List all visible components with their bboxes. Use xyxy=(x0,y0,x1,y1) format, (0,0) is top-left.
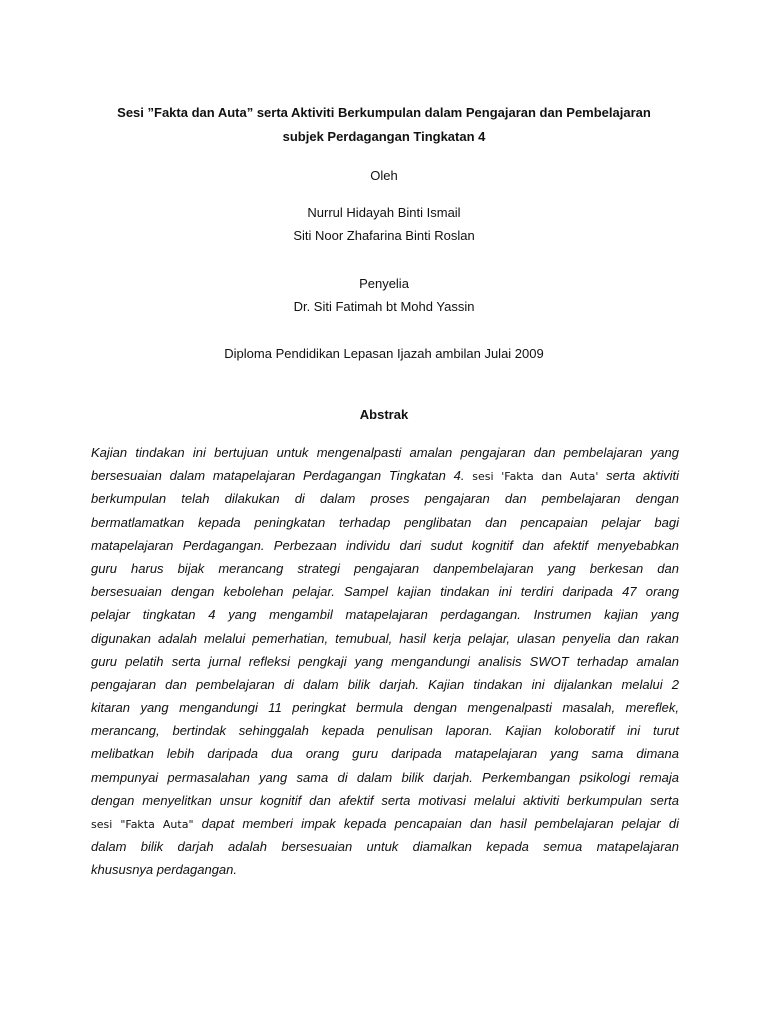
abstract-line: mempunyai permasalahan yang sama di dalam bilik darjah. Perkembangan psikologi remaja xyxy=(91,769,679,785)
abstract-heading: Abstrak xyxy=(359,407,409,422)
program-line: Diploma Pendidikan Lepasan Ijazah ambilan Julai 2009 xyxy=(224,346,544,361)
session-name-inline: sesi "Fakta Auta" xyxy=(91,818,194,831)
abstract-line: guru harus bijak merancang strategi pengajaran danpembelajaran yang berkesan dan xyxy=(91,560,679,576)
abstract-line: matapelajaran Perdagangan. Perbezaan individu dari sudut kognitif dan afektif menyebabkan xyxy=(91,537,679,553)
abstract-line: melibatkan lebih daripada dua orang guru daripada matapelajaran yang sama dimana xyxy=(91,746,679,762)
paper-title-line-2: subjek Perdagangan Tingkatan 4 xyxy=(282,129,486,144)
supervisor-name: Dr. Siti Fatimah bt Mohd Yassin xyxy=(293,299,475,314)
supervisor-label: Penyelia xyxy=(359,276,409,291)
abstract-line: Kajian tindakan ini bertujuan untuk mengenalpasti amalan pengajaran dan pembelajaran yang xyxy=(91,445,679,460)
abstract-line: dalam bilik darjah adalah bersesuaian untuk diamalkan kepada semua matapelajaran xyxy=(91,839,679,855)
abstract-body xyxy=(91,441,679,882)
abstract-line: dengan menyelitkan unsur kognitif dan afektif serta motivasi melalui aktiviti berkumpulan serta xyxy=(91,792,679,808)
author-name: Siti Noor Zhafarina Binti Roslan xyxy=(293,228,475,243)
abstract-line: pengajaran dan pembelajaran di dalam bilik darjah. Kajian tindakan ini dijalankan melalui 2 xyxy=(91,676,679,692)
author-name: Nurrul Hidayah Binti Ismail xyxy=(307,205,461,220)
abstract-line: guru pelatih serta jurnal refleksi pengkaji yang mengandungi analisis SWOT terhadap amalan xyxy=(91,653,679,669)
paper-title-line-1: Sesi ”Fakta dan Auta” serta Aktiviti Berkumpulan dalam Pengajaran dan Pembelajaran xyxy=(117,105,651,120)
abstract-line: merancang, bertindak sehinggalah kepada penulisan laporan. Kajian koloboratif ini turut xyxy=(91,723,679,739)
abstract-line: sesi "Fakta Auta" dapat memberi impak kepada pencapaian dan hasil pembelajaran pelajar di xyxy=(91,816,679,831)
abstract-line: khususnya perdagangan. xyxy=(91,862,238,878)
abstract-line: pelajar tingkatan 4 yang mengambil matapelajaran perdagangan. Instrumen kajian yang xyxy=(91,607,679,623)
abstract-line: kitaran yang mengandungi 11 peringkat bermula dengan mengenalpasti masalah, mereflek, xyxy=(91,700,679,716)
abstract-line: berkumpulan telah dilakukan di dalam proses pengajaran dan pembelajaran dengan xyxy=(91,491,679,507)
abstract-line: bermatlamatkan kepada peningkatan terhadap penglibatan dan pencapaian pelajar bagi xyxy=(91,514,679,530)
abstract-line: bersesuaian dengan kebolehan pelajar. Sampel kajian tindakan ini terdiri daripada 47 orang xyxy=(91,584,679,600)
byline-label: Oleh xyxy=(370,168,398,183)
session-name-inline: sesi 'Fakta dan Auta' xyxy=(472,470,599,484)
abstract-line: bersesuaian dalam matapelajaran Perdagangan Tingkatan 4. sesi 'Fakta dan Auta' serta aktiviti xyxy=(91,468,679,484)
abstract-line: digunakan adalah melalui pemerhatian, temubual, hasil kerja pelajar, ulasan penyelia dan rakan xyxy=(91,630,679,646)
